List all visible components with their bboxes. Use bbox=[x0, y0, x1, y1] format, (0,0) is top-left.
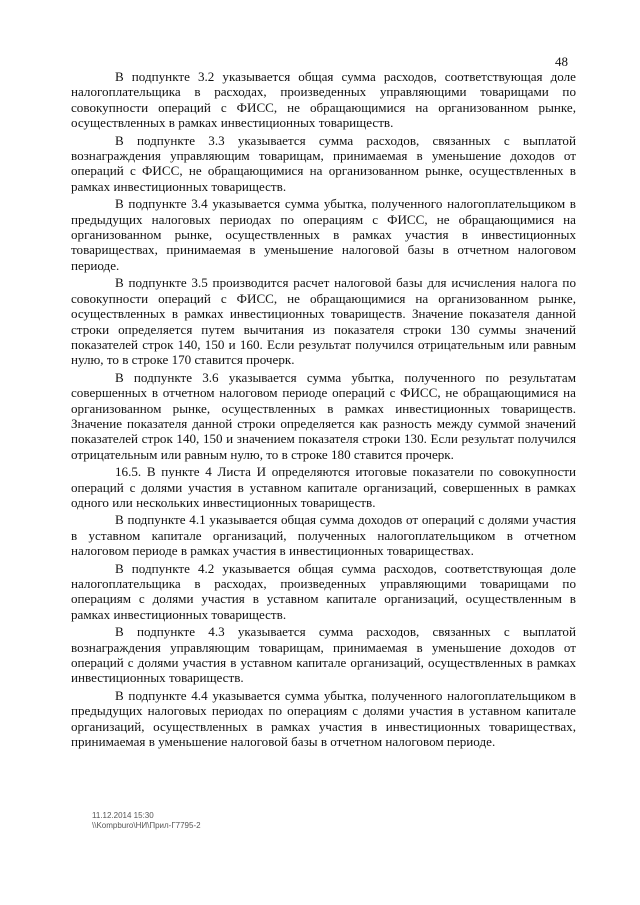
page-number: 48 bbox=[555, 54, 568, 69]
footer-file-path: \\Kompburo\НИ\Прил-Г7795-2 bbox=[92, 821, 201, 830]
paragraph-4-4: В подпункте 4.4 указывается сумма убытка, полученного налогоплательщиком в предыдущих налоговых периодах по операциям с долями участия в уставном капитале организаций, осуществленных в рамках участия в инвестиционных товариществах, принимаемая в уменьшение налоговой базы в отчетном налоговом периоде. bbox=[71, 687, 576, 750]
paragraph-3-5: В подпункте 3.5 производится расчет налоговой базы для исчисления налога по совокупности операций с ФИСС, не обращающимися на организованном рынке, осуществленных в рамках инвестиционных товариществ. Значение показателя данной строки определяется путем вычитания из показателя строки 130 суммы значений показателей строк 140, 150 и 160. Если результат получился отрицательным или равным нулю, то в строке 170 ставится прочерк. bbox=[71, 275, 576, 368]
paragraph-4-2: В подпункте 4.2 указывается общая сумма расходов, соответствующая доле налогоплательщика в расходах, произведенных управляющими товарищами по операциям с долями участия в уставном капитале организаций, осуществленным в рамках инвестиционных товариществ. bbox=[71, 560, 576, 622]
paragraph-3-2: В подпункте 3.2 указывается общая сумма расходов, соответствующая доле налогоплательщика в расходах, произведенных управляющими товарищами по совокупности операций с ФИСС, не обращающимися на организованном рынке, осуществленных в рамках инвестиционных товариществ. bbox=[71, 69, 576, 131]
paragraph-3-3: В подпункте 3.3 указывается сумма расходов, связанных с выплатой вознаграждения управляющим товарищам, принимаемая в уменьшение доходов от операций с ФИСС, не обращающимися на организованном рынке, осуществленных в рамках инвестиционных товариществ. bbox=[71, 132, 576, 194]
paragraph-3-6: В подпункте 3.6 указывается сумма убытка, полученного по результатам совершенных в отчетном налоговом периоде операций с ФИСС, не обращающимися на организованном рынке, осуществленных в рамках инвестиционных товариществ. Значение показателя данной строки определяется как разность между суммой значений показателей строк 140, 150 и значением показателя строки 130. Если результат получился отрицательным или равным нулю, то в строке 180 ставится прочерк. bbox=[71, 369, 576, 462]
paragraph-4-3: В подпункте 4.3 указывается сумма расходов, связанных с выплатой вознаграждения управляющим товарищам, принимаемая в уменьшение доходов от операций с долями участия в уставном капитале организаций, осуществленных в рамках инвестиционных товариществ. bbox=[71, 624, 576, 686]
footer-timestamp: 11.12.2014 15:30 bbox=[92, 811, 154, 820]
paragraph-16-5: 16.5. В пункте 4 Листа И определяются итоговые показатели по совокупности операций с долями участия в уставном капитале организаций, совершенных в рамках одного или нескольких инвестиционных товариществ. bbox=[71, 464, 576, 510]
paragraph-3-4: В подпункте 3.4 указывается сумма убытка, полученного налогоплательщиком в предыдущих налоговых периодах по операциям с ФИСС, не обращающимися на организованном рынке, осуществленных в рамках участия в инвестиционных товариществах, принимаемая в уменьшение налоговой базы в отчетном налоговом периоде. bbox=[71, 196, 576, 273]
document-body bbox=[71, 69, 576, 751]
file-footer bbox=[92, 811, 201, 831]
paragraph-4-1: В подпункте 4.1 указывается общая сумма доходов от операций с долями участия в уставном капитале организаций, полученных налогоплательщиком в отчетном налоговом периоде в рамках участия в инвестиционных товариществах. bbox=[71, 512, 576, 559]
